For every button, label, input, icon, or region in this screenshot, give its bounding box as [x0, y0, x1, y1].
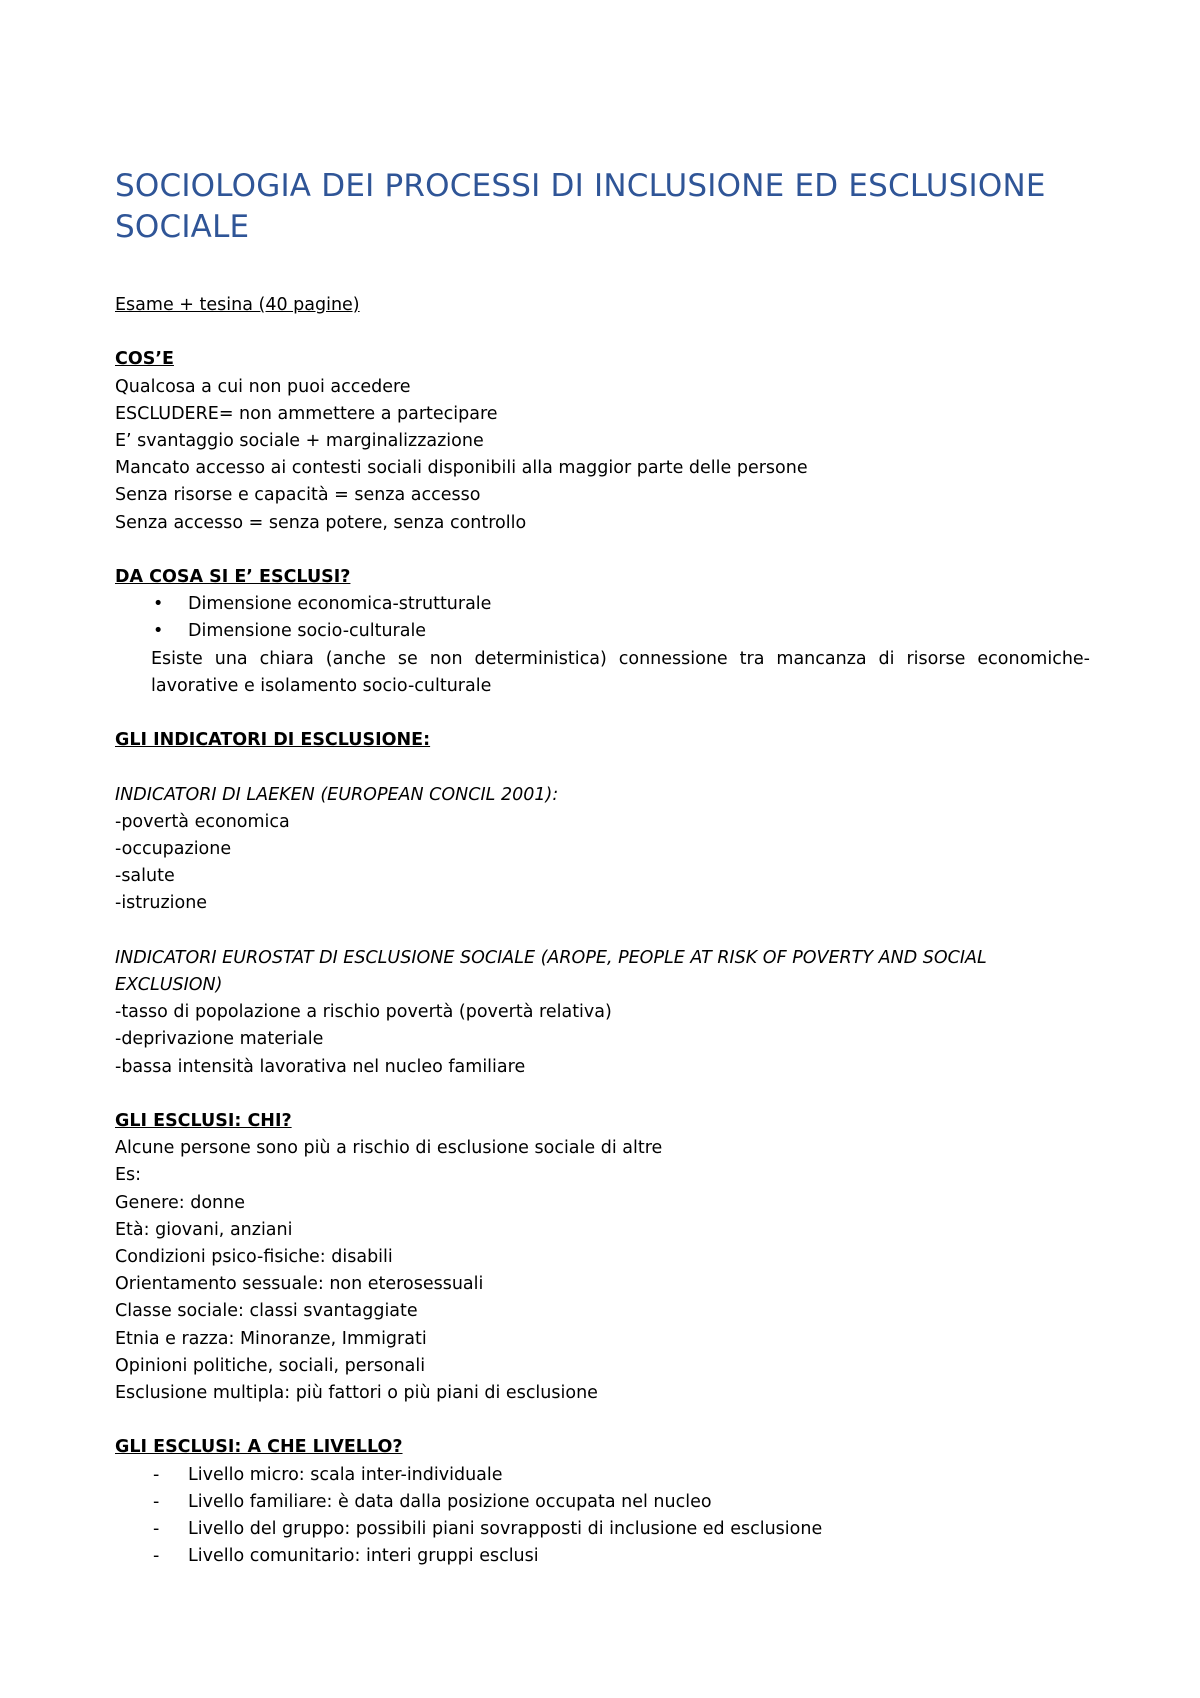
- dash-item: [115, 1462, 1090, 1489]
- document-page: [115, 166, 1090, 1570]
- list-item: -bassa intensità lavorativa nel nucleo familiare: [115, 1056, 526, 1077]
- list-item: -deprivazione materiale: [115, 1029, 324, 1050]
- spacer: [115, 754, 1090, 781]
- text-line: ESCLUDERE= non ammettere a partecipare: [115, 403, 498, 424]
- exam-note: Esame + tesina (40 pagine): [115, 295, 360, 315]
- bullet-list: [115, 591, 1090, 645]
- text-line: Esclusione multipla: più fattori o più piani di esclusione: [115, 1383, 598, 1404]
- subheading-eurostat-cont: EXCLUSION): [115, 975, 223, 995]
- text-line: Alcune persone sono più a rischio di esclusione sociale di altre: [115, 1138, 663, 1159]
- spacer: [115, 1407, 1090, 1434]
- dash-icon: -: [153, 1546, 160, 1567]
- list-item: -tasso di popolazione a rischio povertà (povertà relativa): [115, 1002, 612, 1023]
- spacer: [115, 918, 1090, 945]
- document-title: SOCIOLOGIA DEI PROCESSI DI INCLUSIONE ED ESCLUSIONE SOCIALE: [115, 168, 1046, 245]
- dash-item: [115, 1543, 1090, 1570]
- subheading-eurostat: INDICATORI EUROSTAT DI ESCLUSIONE SOCIALE (AROPE, PEOPLE AT RISK OF POVERTY AND SOCIAL: [115, 947, 987, 968]
- bullet-text: Dimensione economica-strutturale: [188, 594, 492, 615]
- list-item: -salute: [115, 866, 175, 887]
- text-line: Età: giovani, anziani: [115, 1219, 293, 1240]
- text-line: Es:: [115, 1165, 142, 1186]
- text-line: Senza risorse e capacità = senza accesso: [115, 485, 481, 506]
- bullet-item: [115, 618, 1090, 645]
- dash-icon: -: [153, 1464, 160, 1485]
- list-item: -povertà economica: [115, 811, 290, 832]
- dash-list: [115, 1462, 1090, 1571]
- text-line: Qualcosa a cui non puoi accedere: [115, 376, 411, 397]
- dash-icon: -: [153, 1491, 160, 1512]
- text-line: Orientamento sessuale: non eterosessuali: [115, 1274, 484, 1295]
- spacer: [115, 700, 1090, 727]
- dash-text: Livello micro: scala inter-individuale: [188, 1464, 503, 1485]
- spacer: [115, 1081, 1090, 1108]
- text-line: Mancato accesso ai contesti sociali disponibili alla maggior parte delle persone: [115, 458, 808, 479]
- dash-icon: -: [153, 1519, 160, 1540]
- text-line: Etnia e razza: Minoranze, Immigrati: [115, 1328, 427, 1349]
- paragraph: Esiste una chiara (anche se non deterministica) connessione tra mancanza di risorse economiche-lavorative e isolamento socio-culturale: [151, 648, 1090, 696]
- dash-text: Livello del gruppo: possibili piani sovrapposti di inclusione ed esclusione: [188, 1519, 823, 1540]
- text-line: E’ svantaggio sociale + marginalizzazione: [115, 431, 484, 451]
- bullet-item: [115, 591, 1090, 618]
- text-line: Classe sociale: classi svantaggiate: [115, 1301, 418, 1322]
- section-heading-da-cosa: DA COSA SI E’ ESCLUSI?: [115, 567, 351, 587]
- text-line: Senza accesso = senza potere, senza controllo: [115, 512, 527, 533]
- list-item: -istruzione: [115, 893, 208, 914]
- text-line: Condizioni psico-fisiche: disabili: [115, 1247, 393, 1268]
- spacer: [115, 319, 1090, 346]
- subheading-laeken: INDICATORI DI LAEKEN (EUROPEAN CONCIL 2001):: [115, 784, 559, 805]
- dash-item: [115, 1489, 1090, 1516]
- section-heading-cose: COS’E: [115, 349, 174, 370]
- section-heading-chi: GLI ESCLUSI: CHI?: [115, 1111, 292, 1131]
- spacer: [115, 537, 1090, 564]
- list-item: -occupazione: [115, 839, 232, 859]
- bullet-icon: •: [153, 594, 164, 615]
- text-line: Genere: donne: [115, 1192, 245, 1213]
- bullet-icon: •: [153, 621, 164, 642]
- dash-text: Livello familiare: è data dalla posizione occupata nel nucleo: [188, 1491, 712, 1512]
- text-line: Opinioni politiche, sociali, personali: [115, 1355, 426, 1376]
- section-heading-livello: GLI ESCLUSI: A CHE LIVELLO?: [115, 1437, 403, 1458]
- dash-item: [115, 1516, 1090, 1543]
- bullet-text: Dimensione socio-culturale: [188, 621, 427, 642]
- section-heading-indicatori: GLI INDICATORI DI ESCLUSIONE:: [115, 730, 431, 751]
- dash-text: Livello comunitario: interi gruppi esclusi: [188, 1546, 539, 1567]
